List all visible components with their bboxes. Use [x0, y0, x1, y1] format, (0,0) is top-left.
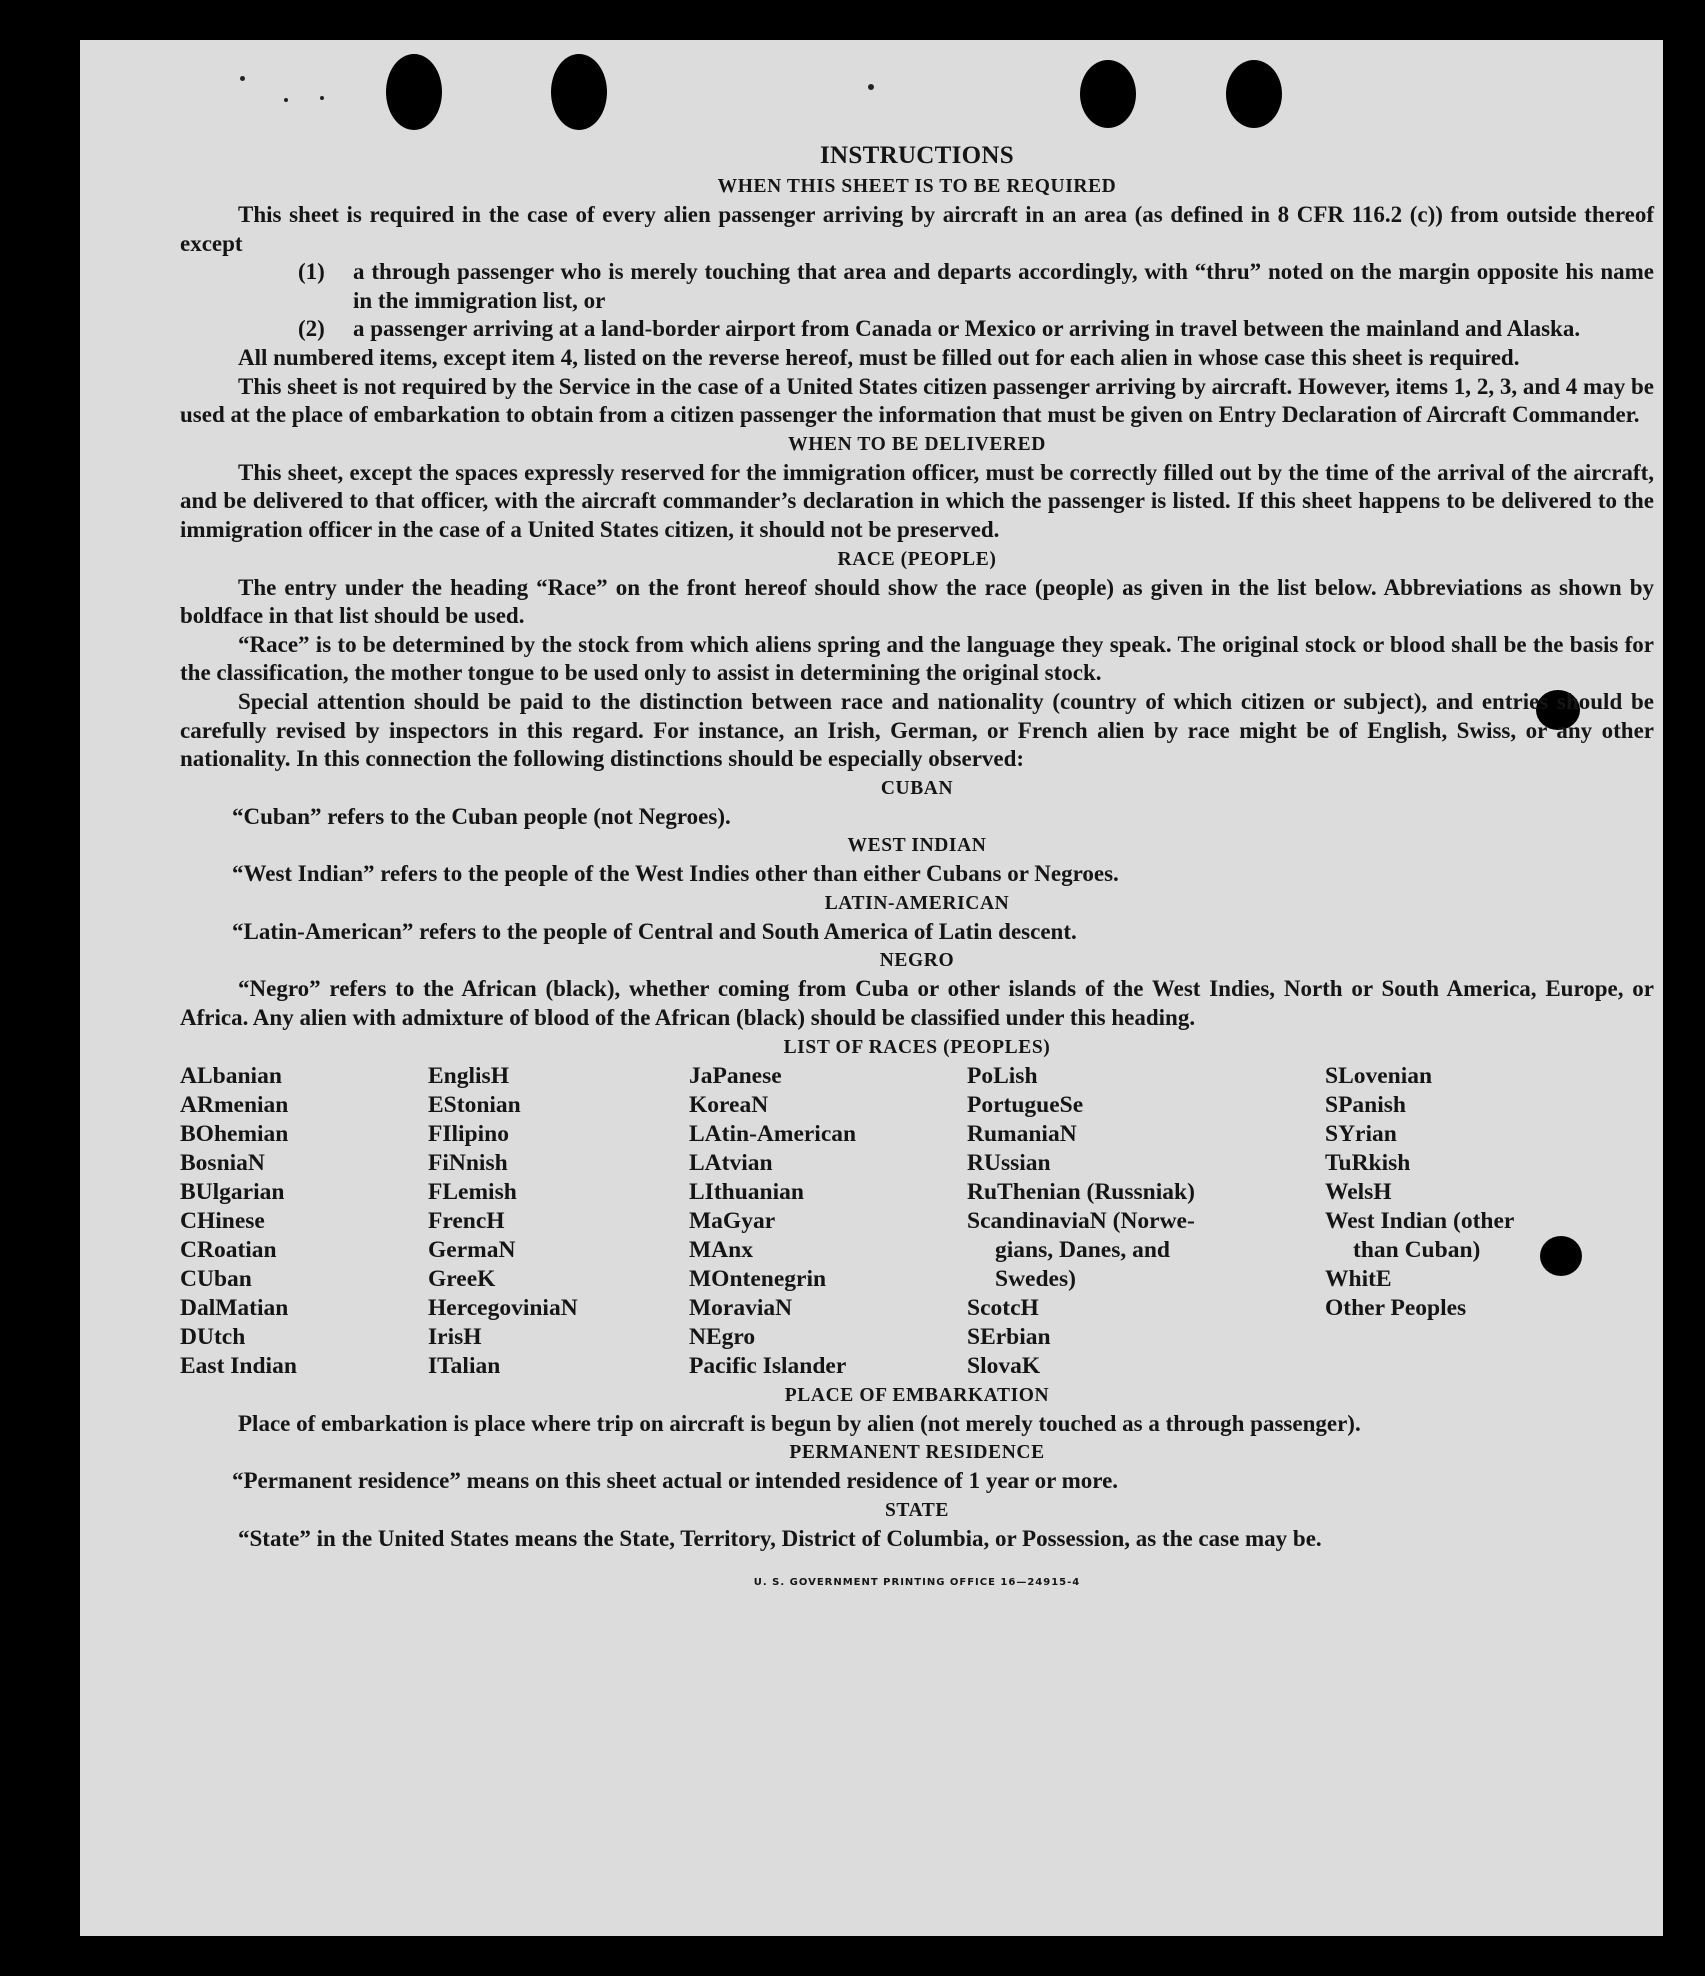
section-heading-cuban: CUBAN: [880, 777, 954, 799]
section-heading-list: LIST OF RACES (PEOPLES): [783, 1036, 1051, 1058]
race-entry: MAnx: [689, 1236, 753, 1263]
race-entry: EnglisH: [428, 1062, 509, 1089]
paragraph: This sheet, except the spaces expressly reserved for the immigration officer, must be correctly filled out by the time of the arrival of the aircraft, and be delivered to that officer, with the aircraft commander’s declaration in which the passenger is listed. If this sheet happens to be delivered to the immigration officer in the case of a United States citizen, it should not be preserved.: [180, 459, 1654, 542]
race-entry: ALbanian: [180, 1062, 282, 1089]
races-column: [689, 1062, 967, 1381]
punch-hole: [1226, 60, 1282, 128]
definition: “West Indian” refers to the people of the West Indies other than either Cubans or Negroes.: [232, 861, 1119, 887]
race-entry: SYrian: [1325, 1120, 1397, 1147]
race-entry: West Indian (other: [1325, 1207, 1515, 1234]
paragraph: This sheet is required in the case of every alien passenger arriving by aircraft in an area (as defined in 8 CFR 116.2 (c)) from outside thereof except: [180, 202, 1654, 256]
race-entry: WelsH: [1325, 1178, 1392, 1205]
race-entry: CRoatian: [180, 1236, 277, 1263]
race-entry: SErbian: [967, 1323, 1051, 1350]
race-entry: MoraviaN: [689, 1294, 793, 1321]
race-entry: LAtin-American: [689, 1120, 857, 1147]
race-entry: KoreaN: [689, 1091, 769, 1118]
race-entry: DalMatian: [180, 1294, 289, 1321]
section-heading-residence: PERMANENT RESIDENCE: [789, 1442, 1045, 1464]
race-entry: Swedes): [995, 1265, 1076, 1292]
race-entry: FIlipino: [428, 1120, 509, 1147]
paragraph: “State” in the United States means the State, Territory, District of Columbia, or Possession, as the case may be.: [238, 1525, 1322, 1551]
section-heading-delivered: WHEN TO BE DELIVERED: [788, 433, 1046, 455]
paragraph: This sheet is not required by the Service in the case of a United States citizen passenger arriving by aircraft. However, items 1, 2, 3, and 4 may be used at the place of embarkation to obtain from a citizen passenger the information that must be given on Entry Declaration of Aircraft Commander.: [180, 373, 1654, 428]
race-entry: PortugueSe: [967, 1091, 1084, 1118]
races-list: [180, 1062, 1654, 1381]
paragraph: All numbered items, except item 4, listed on the reverse hereof, must be filled out for each alien in whose case this sheet is required.: [238, 344, 1520, 370]
race-entry: than Cuban): [1353, 1236, 1481, 1263]
race-entry: MOntenegrin: [689, 1265, 827, 1292]
punch-hole: [1080, 60, 1136, 128]
race-entry: gians, Danes, and: [995, 1236, 1170, 1263]
punch-hole: [551, 54, 607, 130]
race-entry: ITalian: [428, 1352, 501, 1379]
race-entry: CHinese: [180, 1207, 265, 1234]
races-column: [967, 1062, 1325, 1381]
races-column: [1325, 1062, 1654, 1381]
race-entry: Other Peoples: [1325, 1294, 1467, 1321]
race-entry: LIthuanian: [689, 1178, 804, 1205]
section-heading-negro: NEGRO: [879, 950, 955, 972]
printer-imprint: U. S. GOVERNMENT PRINTING OFFICE 16—24915-4: [753, 1577, 1081, 1589]
race-entry: FLemish: [428, 1178, 517, 1205]
race-entry: JaPanese: [689, 1062, 782, 1089]
paragraph: Place of embarkation is place where trip on aircraft is begun by alien (not merely touched as a through passenger).: [238, 1410, 1361, 1436]
races-column: [428, 1062, 689, 1381]
race-entry: Pacific Islander: [689, 1352, 847, 1379]
race-entry: HercegoviniaN: [428, 1294, 578, 1321]
race-entry: MaGyar: [689, 1207, 776, 1234]
speck: [284, 98, 288, 102]
race-entry: GermaN: [428, 1236, 516, 1263]
race-entry: BUlgarian: [180, 1178, 285, 1205]
race-entry: DUtch: [180, 1323, 246, 1350]
race-entry: ARmenian: [180, 1091, 289, 1118]
section-heading-required: WHEN THIS SHEET IS TO BE REQUIRED: [717, 176, 1117, 197]
race-entry: SlovaK: [967, 1352, 1041, 1379]
race-entry: SLovenian: [1325, 1062, 1433, 1089]
race-entry: TuRkish: [1325, 1149, 1411, 1176]
speck: [240, 76, 245, 81]
race-entry: BosniaN: [180, 1149, 265, 1176]
item-text: a through passenger who is merely touching that area and departs accordingly, with “thru” noted on the margin opposite his name in the immigration list, or: [353, 259, 1654, 313]
section-heading-west-indian: WEST INDIAN: [847, 835, 987, 857]
document-body: [180, 140, 1654, 1598]
race-entry: RumaniaN: [967, 1120, 1077, 1147]
definition: “Latin-American” refers to the people of Central and South America of Latin descent.: [232, 918, 1077, 944]
race-entry: East Indian: [180, 1352, 297, 1379]
document-sheet: [80, 40, 1663, 1936]
race-entry: CUban: [180, 1265, 252, 1292]
race-entry: ScandinaviaN (Norwe-: [967, 1207, 1195, 1234]
paragraph: “Race” is to be determined by the stock from which aliens spring and the language they speak. The original stock or blood shall be the basis for the classification, the mother tongue to be used only to assist in determining the original stock.: [180, 631, 1654, 686]
race-entry: FrencH: [428, 1207, 505, 1234]
race-entry: NEgro: [689, 1323, 756, 1350]
races-column: [180, 1062, 428, 1381]
section-heading-state: STATE: [884, 1499, 950, 1521]
race-entry: GreeK: [428, 1265, 496, 1292]
race-entry: FiNnish: [428, 1149, 508, 1176]
definition: “Cuban” refers to the Cuban people (not Negroes).: [232, 803, 731, 829]
item-number: (2): [298, 316, 325, 342]
race-entry: RUssian: [967, 1149, 1051, 1176]
section-heading-race: RACE (PEOPLE): [837, 548, 997, 570]
punch-hole: [386, 54, 442, 130]
race-entry: BOhemian: [180, 1120, 289, 1147]
paragraph: “Negro” refers to the African (black), whether coming from Cuba or other islands of the West Indies, North or South America, Europe, or Africa. Any alien with admixture of blood of the African (black) should be classified under this heading.: [180, 976, 1654, 1031]
race-entry: SPanish: [1325, 1091, 1406, 1118]
section-heading-embarkation: PLACE OF EMBARKATION: [784, 1384, 1050, 1406]
list-item: [298, 315, 1654, 344]
race-entry: RuThenian (Russniak): [967, 1178, 1195, 1205]
paragraph: The entry under the heading “Race” on the front hereof should show the race (people) as given in the list below. Abbreviations as shown by boldface in that list should be used.: [180, 574, 1654, 629]
race-entry: LAtvian: [689, 1149, 773, 1176]
item-text: a passenger arriving at a land-border airport from Canada or Mexico or arriving in travel between the mainland and Alaska.: [353, 316, 1581, 342]
paragraph: Special attention should be paid to the distinction between race and nationality (country of which citizen or subject), and entries should be carefully revised by inspectors in this regard. For instance, an Irish, German, or French alien by race might be of English, Swiss, or any other nationality. In this connection the following distinctions should be especially observed:: [180, 688, 1654, 772]
item-number: (1): [298, 259, 325, 285]
race-entry: WhitE: [1325, 1265, 1392, 1292]
race-entry: IrisH: [428, 1323, 482, 1350]
document-title: INSTRUCTIONS: [820, 142, 1014, 169]
race-entry: ScotcH: [967, 1294, 1039, 1321]
speck: [320, 96, 324, 100]
speck: [868, 84, 874, 90]
list-item: [298, 258, 1654, 315]
section-heading-latin-american: LATIN-AMERICAN: [824, 892, 1010, 914]
race-entry: EStonian: [428, 1091, 521, 1118]
definition: “Permanent residence” means on this sheet actual or intended residence of 1 year or more.: [232, 1468, 1119, 1494]
race-entry: PoLish: [967, 1062, 1038, 1089]
